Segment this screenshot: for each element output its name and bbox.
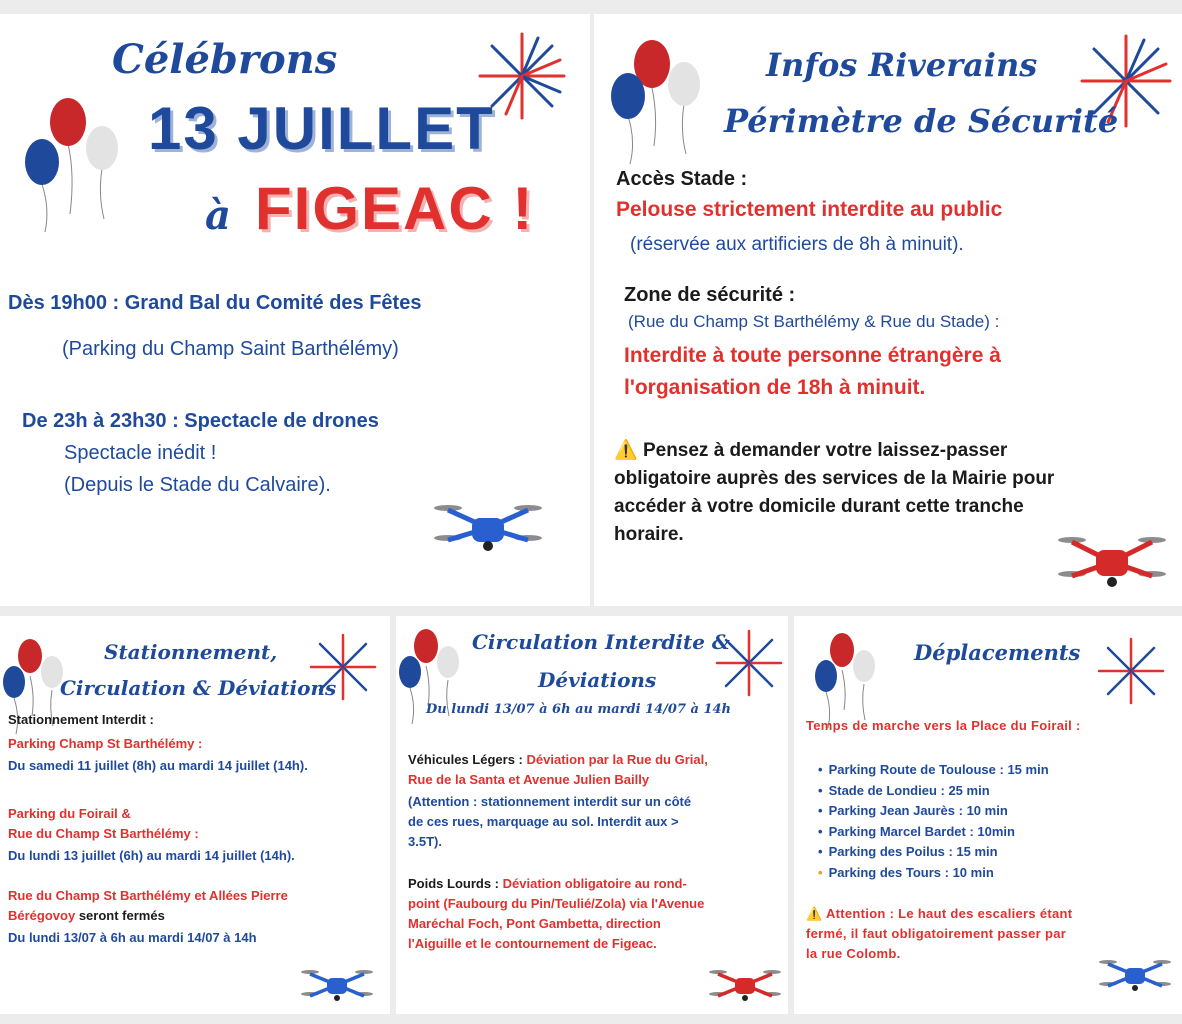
s3-place-2: Bérégovoy seront fermés [8,908,165,923]
s2-date: Du lundi 13 juillet (6h) au mardi 14 juillet (14h). [8,848,295,863]
date-title: 13 JUILLET [148,95,495,162]
deplacements-title: Déplacements [914,640,1081,665]
list-item: • Parking des Poilus : 15 min [818,842,1049,863]
escaliers-warning-2: fermé, il faut obligatoirement passer par [806,926,1067,941]
pl-line4: l'Aiguille et le contournement de Figeac. [408,936,657,951]
figeac-title: FIGEAC ! [255,175,535,242]
drone-icon [708,966,782,1012]
a-word: à [205,192,231,239]
panel-deplacements [794,616,1182,1014]
pl-line2: point (Faubourg du Pin/Teulié/Zola) via l'Avenue [408,896,705,911]
list-item: • Parking des Tours : 10 min [818,863,1049,884]
zone-rule-2: l'organisation de 18h à minuit. [624,376,926,399]
laissez-passer-line4: horaire. [614,524,684,545]
s3-place-1: Rue du Champ St Barthélémy et Allées Pierre [8,888,288,903]
drone-icon [1056,530,1168,604]
panel-riverains [594,14,1182,606]
list-item: • Parking Jean Jaurès : 10 min [818,801,1049,822]
acces-stade-rule: Pelouse strictement interdite au public [616,198,1003,221]
s3-date: Du lundi 13/07 à 6h au mardi 14/07 à 14h [8,930,257,945]
vl-line2: Rue de la Santa et Avenue Julien Bailly [408,772,650,787]
celebrons-title: Célébrons [112,36,338,83]
stationnement-title-2: Circulation & Déviations [60,676,337,700]
pl-line3: Maréchal Foch, Pont Gambetta, direction [408,916,661,931]
stationnement-title-1: Stationnement, [104,640,278,664]
s2-place-1: Parking du Foirail & [8,806,131,821]
drone-icon [300,966,374,1012]
escaliers-warning-3: la rue Colomb. [806,946,901,961]
list-item: • Parking Marcel Bardet : 10min [818,822,1049,843]
vl-note1: (Attention : stationnement interdit sur un côté [408,794,692,809]
deplacements-heading: Temps de marche vers la Place du Foirail : [806,718,1081,733]
walking-times-list [818,760,1049,884]
stationnement-heading: Stationnement Interdit : [8,712,154,727]
vl-line1: Véhicules Légers : Déviation par la Rue du Grial, [408,752,708,767]
s1-date: Du samedi 11 juillet (8h) au mardi 14 juillet (14h). [8,758,308,773]
laissez-passer-line3: accéder à votre domicile durant cette tranche [614,496,1024,517]
circulation-title-1: Circulation Interdite & [472,630,730,654]
list-item: • Stade de Londieu : 25 min [818,781,1049,802]
vl-note3: 3.5T). [408,834,442,849]
laissez-passer-line2: obligatoire auprès des services de la Mairie pour [614,468,1055,489]
zone-label: Zone de sécurité : [624,284,796,306]
s2-place-2: Rue du Champ St Barthélémy : [8,826,199,841]
firework-icon [1094,634,1168,712]
panel-circulation [396,616,788,1014]
acces-stade-note: (réservée aux artificiers de 8h à minuit). [630,234,964,255]
circulation-title-2: Déviations [538,668,657,692]
panel-celebration [0,14,590,606]
acces-stade-label: Accès Stade : [616,168,748,190]
perimetre-title: Périmètre de Sécurité [724,102,1119,140]
drone-icon [432,498,544,566]
event-bal-title: Dès 19h00 : Grand Bal du Comité des Fêtes [8,292,422,314]
s1-place: Parking Champ St Barthélémy : [8,736,203,751]
event-drones-line2: (Depuis le Stade du Calvaire). [64,474,331,496]
event-drones-title: De 23h à 23h30 : Spectacle de drones [22,410,379,432]
zone-rule-1: Interdite à toute personne étrangère à [624,344,1001,367]
warning-icon: ⚠️ [806,906,823,921]
riverains-title: Infos Riverains [766,46,1038,84]
zone-streets: (Rue du Champ St Barthélémy & Rue du Stade) : [628,312,1000,331]
vl-note2: de ces rues, marquage au sol. Interdit aux > [408,814,679,829]
panel-stationnement [0,616,390,1014]
balloons-icon [20,94,130,238]
warning-icon: ⚠️ [614,440,638,461]
balloons-icon [608,36,708,170]
pl-line1: Poids Lourds : Déviation obligatoire au rond- [408,876,687,891]
laissez-passer-line1: ⚠️ Pensez à demander votre laissez-passer [614,440,1008,461]
event-bal-place: (Parking du Champ Saint Barthélémy) [62,338,399,360]
escaliers-warning-1: ⚠️ Attention : Le haut des escaliers étant [806,906,1073,921]
event-drones-line1: Spectacle inédit ! [64,442,217,464]
circulation-subtitle: Du lundi 13/07 à 6h au mardi 14/07 à 14h [426,702,732,717]
list-item: • Parking Route de Toulouse : 15 min [818,760,1049,781]
drone-icon [1098,956,1172,1002]
